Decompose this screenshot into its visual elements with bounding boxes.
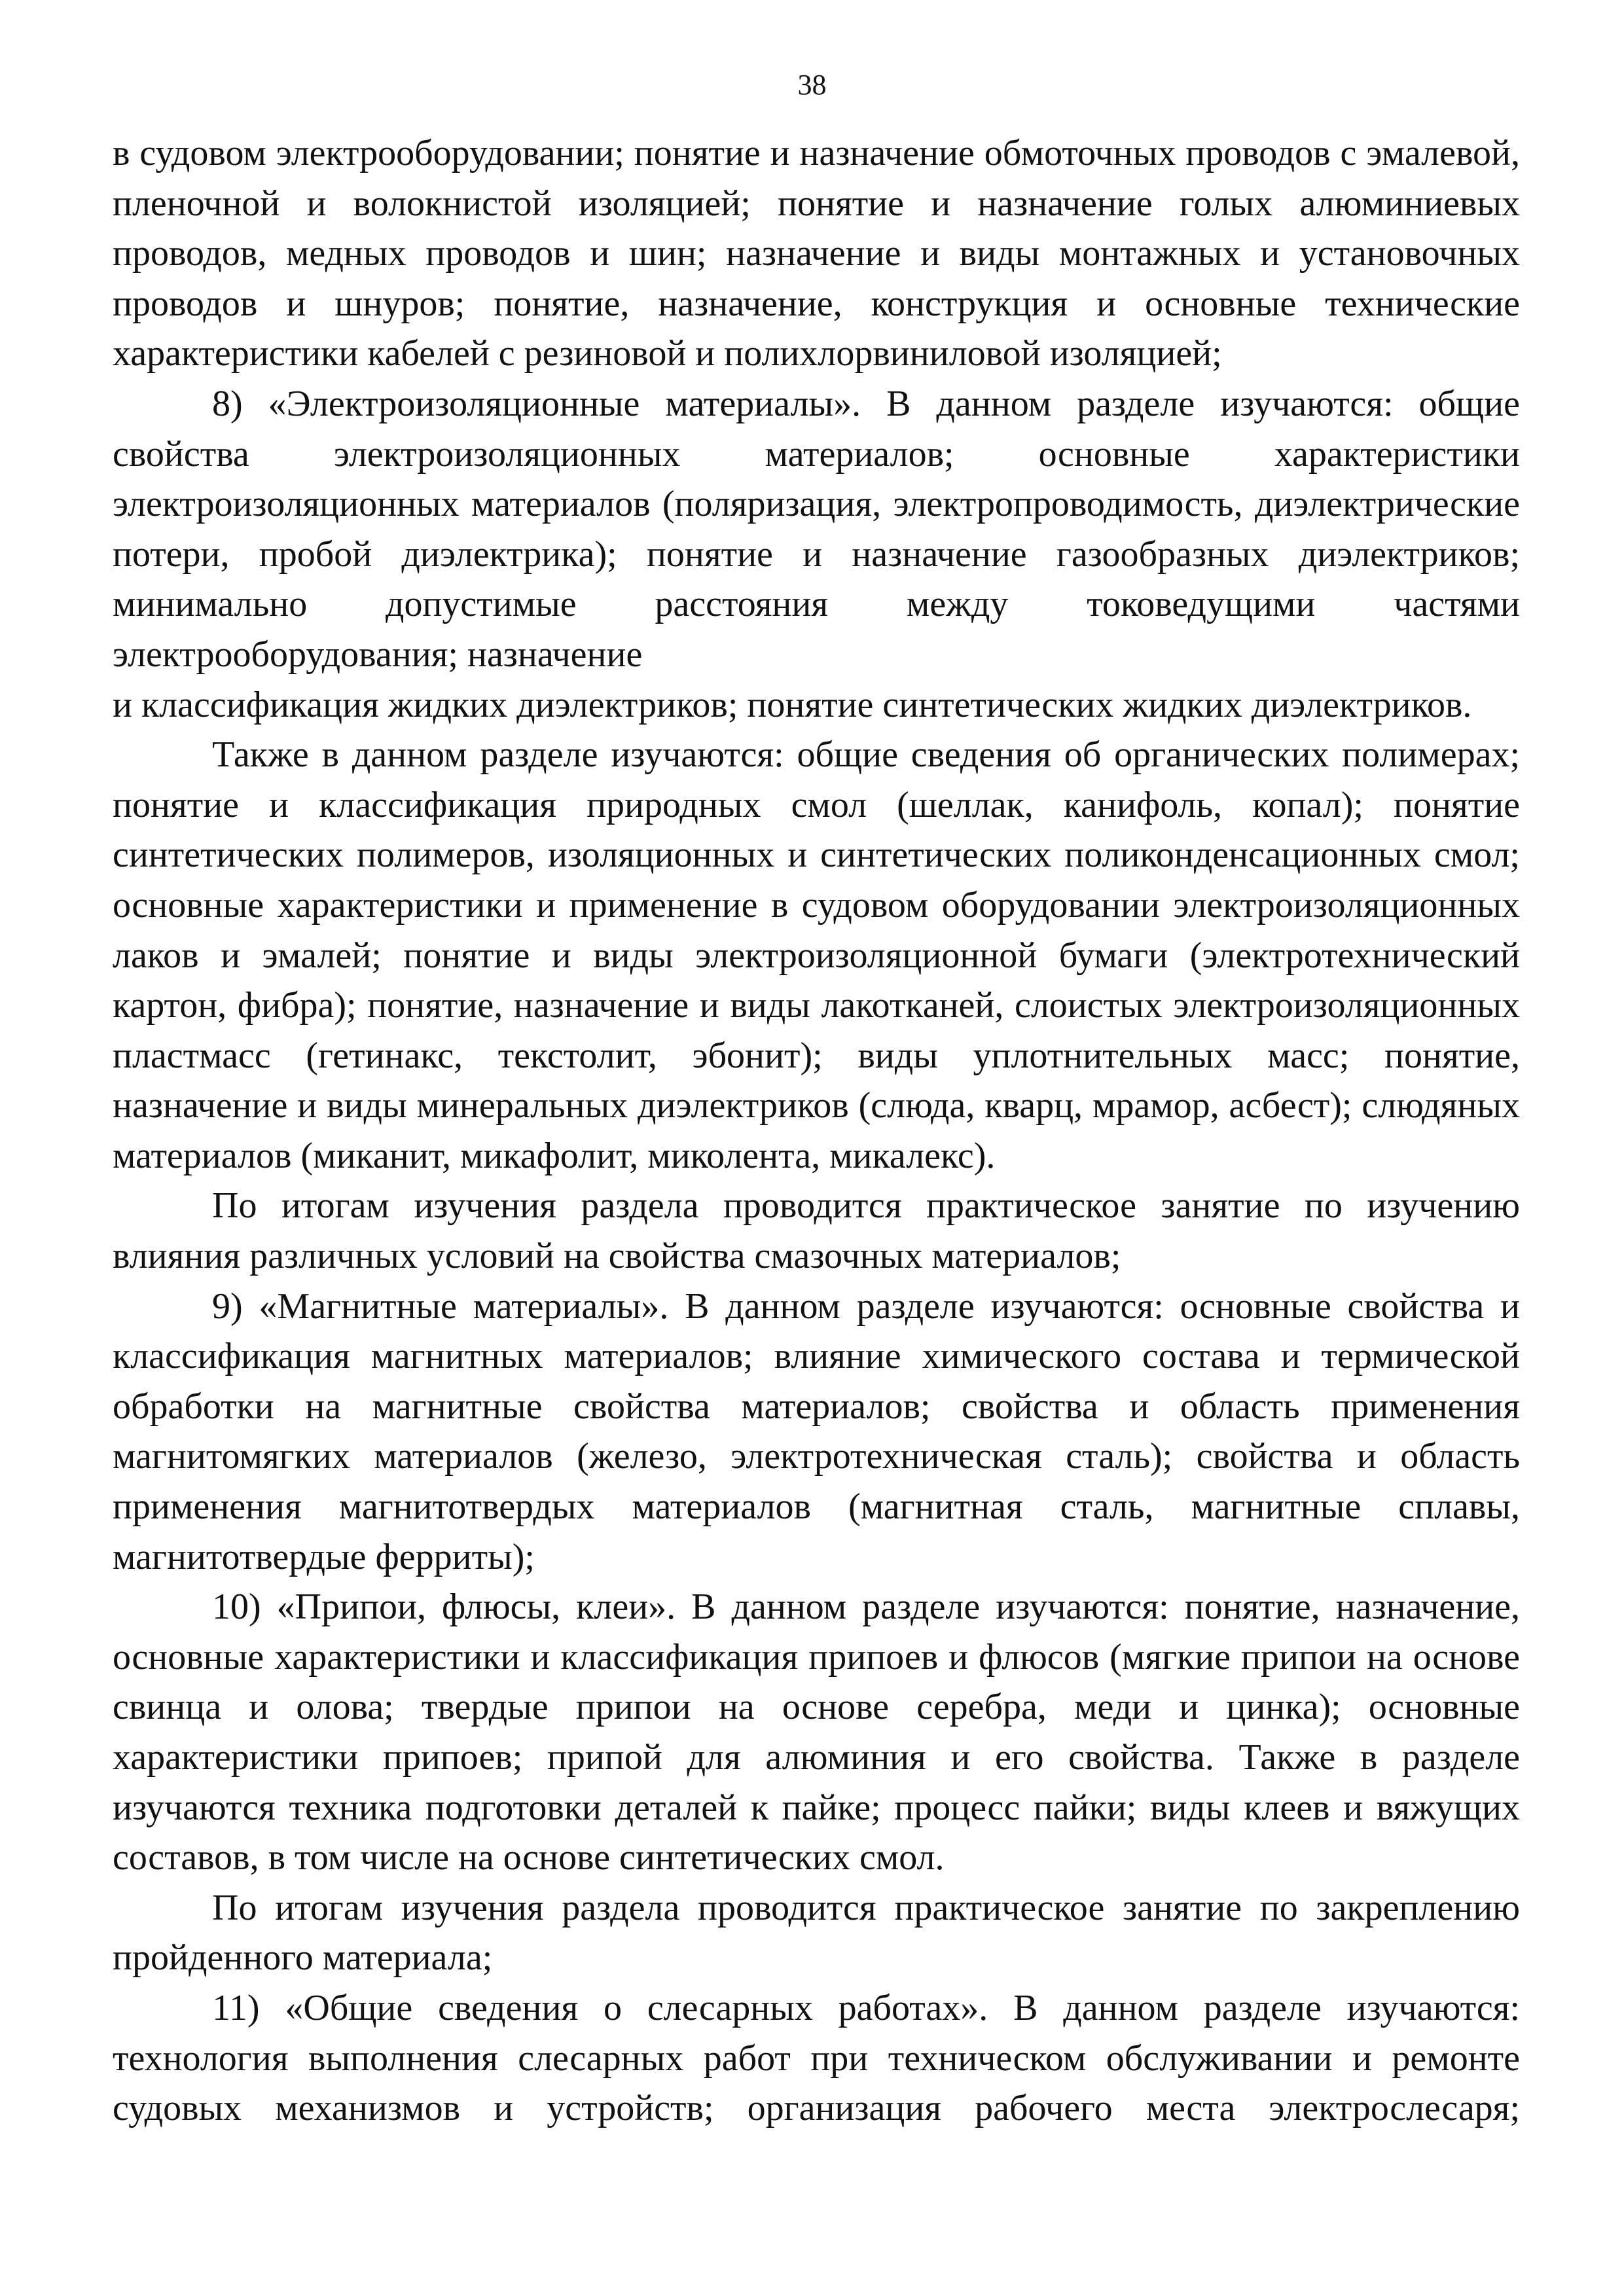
document-body	[113, 128, 1520, 2134]
paragraph-section-8-electrical-insulation: 8) «Электроизоляционные материалы». В данном разделе изучаются: общие свойства электроизоляционных материалов; основные характеристики электроизоляционных материалов (поляризация, электропроводимость, диэлектрические потери, пробой диэлектрика); понятие и назначение газообразных диэлектриков; минимально допустимые расстояния между токоведущими частями электрооборудования; назначение	[113, 383, 1520, 675]
page-number: 38	[797, 69, 827, 101]
paragraph-section-9-magnetic-materials: 9) «Магнитные материалы». В данном разделе изучаются: основные свойства и классификация магнитных материалов; влияние химического состава и термической обработки на магнитные свойства материалов; свойства и область применения магнитомягких материалов (железо, электротехническая сталь); свойства и область применения магнитотвердых материалов (магнитная сталь, магнитные сплавы, магнитотвердые ферриты);	[113, 1285, 1520, 1577]
paragraph-liquid-dielectrics: и классификация жидких диэлектриков; понятие синтетических жидких диэлектриков.	[113, 684, 1472, 725]
paragraph-practical-reinforcement: По итогам изучения раздела проводится практическое занятие по закреплению пройденного материала;	[113, 1887, 1520, 1979]
paragraph-organic-polymers: Также в данном разделе изучаются: общие сведения об органических полимерах; понятие и классификация природных смол (шеллак, канифоль, копал); понятие синтетических полимеров, изоляционных и синтетических поликонденсационных смол; основные характеристики и применение в судовом оборудовании электроизоляционных лаков и эмалей; понятие и виды электроизоляционной бумаги (электротехнический картон, фибра); понятие, назначение и виды лакотканей, слоистых электроизоляционных пластмасс (гетинакс, текстолит, эбонит); виды уплотнительных масс; понятие, назначение и виды минеральных диэлектриков (слюда, кварц, мрамор, асбест); слюдяных материалов (миканит, микафолит, миколента, микалекс).	[113, 734, 1520, 1176]
paragraph-practical-lubricants: По итогам изучения раздела проводится практическое занятие по изучению влияния различных условий на свойства смазочных материалов;	[113, 1185, 1520, 1277]
paragraph-section-10-solders-fluxes-adhesives: 10) «Припои, флюсы, клеи». В данном разделе изучаются: понятие, назначение, основные характеристики и классификация припоев и флюсов (мягкие припои на основе свинца и олова; твердые припои на основе серебра, меди и цинка); основные характеристики припоев; припой для алюминия и его свойства. Также в разделе изучаются техника подготовки деталей к пайке; процесс пайки; виды клеев и вяжущих составов, в том числе на основе синтетических смол.	[113, 1587, 1520, 1878]
paragraph-section-11-metalwork: 11) «Общие сведения о слесарных работах». В данном разделе изучаются: технология выполнения слесарных работ при техническом обслуживании и ремонте судовых механизмов и устройств; организация рабочего места электрослесаря;	[113, 1987, 1520, 2129]
paragraph-cable-insulation: в судовом электрооборудовании; понятие и назначение обмоточных проводов с эмалевой, пленочной и волокнистой изоляцией; понятие и назначение голых алюминиевых проводов, медных проводов и шин; назначение и виды монтажных и установочных проводов и шнуров; понятие, назначение, конструкция и основные технические характеристики кабелей с резиновой и полихлорвиниловой изоляцией;	[113, 133, 1520, 374]
